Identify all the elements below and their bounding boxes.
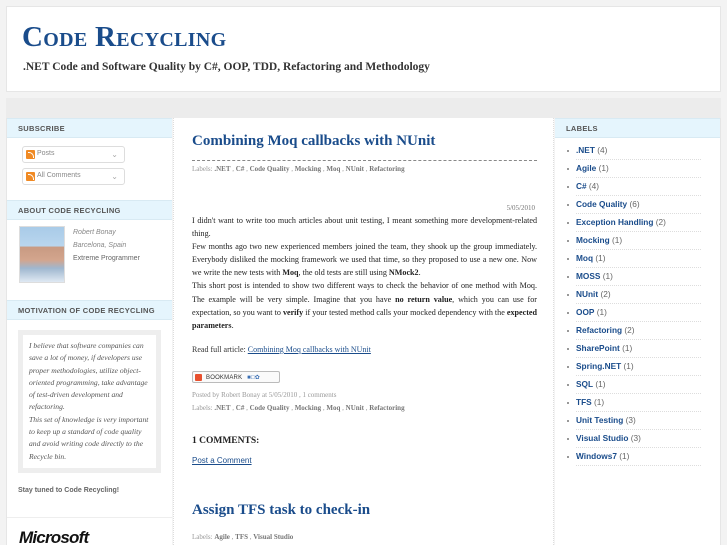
list-item — [566, 214, 709, 232]
label-link[interactable]: Windows7 — [576, 451, 617, 461]
label-count: (1) — [596, 307, 607, 317]
label-link[interactable]: Agile — [214, 533, 230, 541]
label-link[interactable]: .NET — [214, 404, 231, 412]
label-link[interactable]: .NET — [214, 165, 231, 173]
label-link[interactable]: Refactoring — [576, 325, 623, 335]
label-link[interactable]: NUnit — [345, 404, 364, 412]
post-title[interactable]: Assign TFS task to check-in — [192, 502, 371, 518]
read-full-article — [192, 345, 371, 354]
label-link[interactable]: Moq — [576, 253, 594, 263]
list-item — [566, 448, 709, 466]
label-link[interactable]: NUnit — [576, 289, 599, 299]
author-name: Robert Bonay — [73, 229, 116, 236]
social-icons: ■□✿ — [247, 375, 261, 381]
label-count: (1) — [595, 253, 606, 263]
labels-list — [555, 138, 720, 466]
label-count: (1) — [619, 451, 630, 461]
label-link[interactable]: Mocking — [294, 404, 322, 412]
author-location: Barcelona, Spain — [73, 242, 127, 249]
label-link[interactable]: Moq — [326, 165, 341, 173]
label-count: (1) — [593, 397, 605, 407]
left-sidebar — [6, 118, 172, 545]
post-footer — [192, 391, 336, 399]
label-count: (4) — [588, 181, 600, 191]
list-item — [566, 250, 709, 268]
label-count: (3) — [630, 433, 641, 443]
title-divider — [192, 160, 537, 161]
about-widget-title: ABOUT CODE RECYCLING — [7, 200, 172, 220]
microsoft-logo[interactable]: Microsoft — [19, 527, 89, 545]
label-link[interactable]: Code Quality — [249, 165, 290, 173]
motivation-quote-box — [18, 330, 161, 473]
list-item — [566, 358, 709, 376]
list-item — [566, 376, 709, 394]
subscribe-widget — [7, 138, 172, 200]
chevron-down-icon: ⌄ — [111, 172, 118, 181]
label-link[interactable]: Moq — [326, 404, 341, 412]
motivation-quote-p2: This set of knowledge is very important to keep up a standard of code quality and avoid writing code directly to the Recycle bin. — [29, 414, 149, 461]
label-link[interactable]: SharePoint — [576, 343, 620, 353]
label-link[interactable]: Code Quality — [576, 199, 628, 209]
post-footer-labels: Labels: .NET , C# , Code Quality , Mocking , Moq , NUnit , Refactoring — [192, 404, 405, 412]
label-count: (2) — [600, 289, 611, 299]
subscribe-comments-label: All Comments — [37, 172, 81, 179]
read-full-link[interactable]: Combining Moq callbacks with NUnit — [247, 345, 371, 354]
label-link[interactable]: Refactoring — [369, 404, 405, 412]
label-link[interactable]: Unit Testing — [576, 415, 624, 425]
list-item — [566, 394, 709, 412]
stay-tuned-text: Stay tuned to Code Recycling! — [7, 473, 172, 518]
label-link[interactable]: Mocking — [576, 235, 610, 245]
subscribe-posts-dropdown[interactable] — [22, 146, 125, 163]
label-link[interactable]: TFS — [235, 533, 249, 541]
label-link[interactable]: Exception Handling — [576, 217, 654, 227]
label-link[interactable]: SQL — [576, 379, 594, 389]
list-item — [566, 268, 709, 286]
label-count: (1) — [623, 361, 634, 371]
post-date: 5/05/2010 — [506, 204, 535, 212]
list-item — [566, 430, 709, 448]
label-link[interactable]: Code Quality — [249, 404, 290, 412]
chevron-down-icon: ⌄ — [111, 150, 118, 159]
label-link[interactable]: Visual Studio — [253, 533, 294, 541]
list-item — [566, 340, 709, 358]
comments-heading: 1 COMMENTS: — [192, 436, 260, 446]
motivation-quote-p1: I believe that software companies can save a lot of money, if developers use proper methodologies, utilize object-oriented programming, take advantage of test-driven development and refactoring. — [29, 341, 148, 412]
label-count: (1) — [595, 379, 606, 389]
rss-icon — [26, 172, 35, 181]
label-link[interactable]: Visual Studio — [576, 433, 629, 443]
rss-icon — [26, 150, 35, 159]
list-item — [566, 322, 709, 340]
labels-prefix: Labels: — [192, 404, 213, 412]
subscribe-widget-title: SUBSCRIBE — [7, 118, 172, 138]
subscribe-posts-label: Posts — [37, 150, 55, 157]
label-link[interactable]: OOP — [576, 307, 595, 317]
read-full-prefix: Read full article: — [192, 345, 248, 354]
label-count: (2) — [624, 325, 635, 335]
list-item — [566, 160, 709, 178]
list-item — [566, 178, 709, 196]
label-count: (6) — [629, 199, 640, 209]
list-item — [566, 142, 709, 160]
site-title[interactable]: Code Recycling — [22, 21, 227, 53]
label-link[interactable]: C# — [235, 165, 245, 173]
about-widget — [7, 220, 172, 300]
label-count: (2) — [655, 217, 666, 227]
site-description: .NET Code and Software Quality by C#, OOP, TDD, Refactoring and Methodology — [23, 61, 430, 73]
blog-header — [6, 6, 721, 92]
list-item — [566, 412, 709, 430]
right-sidebar — [555, 118, 721, 545]
motivation-quote — [23, 335, 156, 468]
label-link[interactable]: Agile — [576, 163, 597, 173]
label-link[interactable]: NUnit — [345, 165, 364, 173]
label-link[interactable]: C# — [235, 404, 245, 412]
posted-by: Posted by Robert Bonay at 5/05/2010 , 1 comments — [192, 391, 337, 399]
post-labels: Labels: .NET , C# , Code Quality , Mocking , Moq , NUnit , Refactoring — [192, 165, 405, 173]
post-title[interactable]: Combining Moq callbacks with NUnit — [192, 133, 436, 149]
label-count: (1) — [598, 163, 609, 173]
label-link[interactable]: Mocking — [294, 165, 322, 173]
subscribe-comments-dropdown[interactable] — [22, 168, 125, 185]
labels-prefix: Labels: — [192, 533, 213, 541]
label-link[interactable]: Refactoring — [369, 165, 405, 173]
author-role: Extreme Programmer — [73, 255, 140, 262]
label-count: (1) — [602, 271, 613, 281]
post-comment-link[interactable]: Post a Comment — [192, 456, 252, 465]
labels-widget-title: LABELS — [555, 118, 720, 138]
labels-prefix: Labels: — [192, 165, 213, 173]
list-item — [566, 304, 709, 322]
list-item — [566, 286, 709, 304]
list-item — [566, 232, 709, 250]
label-count: (1) — [611, 235, 623, 245]
bookmark-label: BOOKMARK — [206, 375, 243, 381]
post-paragraph: Few months ago two new experienced members joined the team, they shook up the group immediately. Everybody disliked the mocking framework we used that time, so they proposed to use a new one. Now we write the new tests with Moq, the old tests are still using NMock2. — [192, 242, 537, 278]
label-link[interactable]: Spring.NET — [576, 361, 622, 371]
main-content — [173, 118, 554, 545]
label-count: (3) — [625, 415, 636, 425]
post-paragraph: This short post is intended to show two different ways to check the behavior of one method with Moq. The example will be very simple. Imagine that you have no return value, which you can use for expectation, so you want to verify if your tested method calls your mocked dependency with the expected parameters. — [192, 281, 537, 330]
label-link[interactable]: TFS — [576, 397, 592, 407]
post-labels: Labels: Agile , TFS , Visual Studio — [192, 533, 294, 541]
label-link[interactable]: MOSS — [576, 271, 601, 281]
list-item — [566, 196, 709, 214]
label-count: (1) — [622, 343, 633, 353]
post-body — [192, 214, 537, 332]
label-link[interactable]: C# — [576, 181, 587, 191]
motivation-widget-title: MOTIVATION OF CODE RECYCLING — [7, 300, 172, 320]
bookmark-button[interactable] — [192, 371, 280, 383]
header-divider-band — [6, 98, 721, 118]
bookmark-plus-icon — [195, 374, 202, 381]
author-avatar — [19, 226, 65, 283]
label-count: (4) — [597, 145, 608, 155]
label-link[interactable]: .NET — [576, 145, 595, 155]
post-paragraph: I didn't want to write too much articles about unit testing, I meant something more development-related thing. — [192, 216, 537, 239]
